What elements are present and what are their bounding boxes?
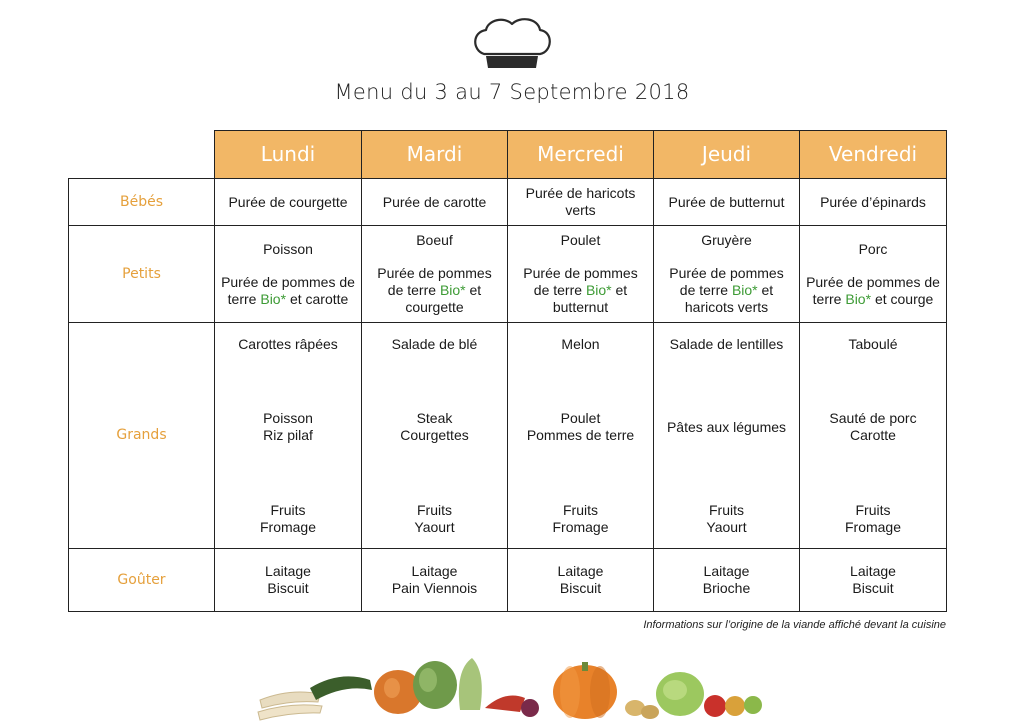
petits-puree	[660, 265, 793, 316]
puree-text: et courgette	[405, 282, 482, 315]
gouter-item: Laitage	[557, 563, 604, 579]
grands-main: Carotte	[850, 427, 896, 443]
petits-cell	[215, 226, 362, 323]
puree-text: et haricots verts	[684, 282, 774, 315]
bio-label: Bio*	[260, 290, 287, 307]
puree-text: Purée de pommes de terre	[221, 273, 355, 307]
gouter-cell	[215, 549, 362, 612]
gouter-item: Biscuit	[559, 580, 602, 596]
puree-text: et carotte	[289, 290, 349, 307]
row-grands	[69, 323, 947, 549]
bio-label: Bio*	[731, 282, 758, 298]
day-header-jeudi: Jeudi	[654, 131, 800, 179]
category-grands: Grands	[69, 323, 215, 549]
petits-main: Poulet	[560, 232, 601, 248]
grands-starter: Salade de blé	[391, 335, 478, 352]
gouter-item: Biscuit	[267, 580, 309, 596]
row-gouter	[69, 549, 947, 612]
puree-text: Purée de pommes de terre	[806, 273, 940, 307]
petits-cell	[654, 226, 800, 323]
grands-main: Pâtes aux légumes	[666, 418, 787, 435]
menu-table	[68, 130, 947, 612]
header-row	[69, 131, 947, 179]
gouter-item: Laitage	[850, 563, 896, 579]
grands-dessert: Yaourt	[414, 518, 455, 535]
gouter-item: Pain Viennois	[391, 580, 478, 596]
grands-cell	[362, 323, 508, 549]
bebes-cell: Purée de carotte	[362, 179, 508, 226]
day-header-mardi: Mardi	[362, 131, 508, 179]
bebes-cell: Purée d’épinards	[800, 179, 947, 226]
footnote: Informations sur l’origine de la viande affiché devant la cuisine	[643, 619, 946, 631]
grands-starter: Salade de lentilles	[669, 335, 784, 352]
grands-main: Poisson	[263, 410, 313, 426]
row-bebes	[69, 179, 947, 226]
puree-text: et courge	[874, 290, 934, 307]
petits-puree	[368, 265, 501, 316]
gouter-item: Biscuit	[852, 580, 894, 596]
bebes-cell: Purée de courgette	[215, 179, 362, 226]
gouter-cell	[362, 549, 508, 612]
page-title: Menu du 3 au 7 Septembre 2018	[334, 80, 690, 104]
petits-cell	[362, 226, 508, 323]
grands-dessert: Fruits	[563, 501, 598, 518]
grands-main: Courgettes	[400, 427, 469, 443]
petits-puree	[514, 265, 647, 316]
gouter-item: Laitage	[265, 563, 311, 579]
petits-puree	[221, 274, 355, 308]
grands-cell	[654, 323, 800, 549]
grands-main: Steak	[416, 410, 453, 426]
category-gouter: Goûter	[69, 549, 215, 612]
grands-cell	[508, 323, 654, 549]
puree-text: Purée de pommes de terre	[523, 265, 638, 298]
chef-hat-icon	[470, 14, 554, 72]
bebes-cell: Purée de haricots verts	[508, 179, 654, 226]
puree-text: et butternut	[552, 282, 628, 315]
grands-main: Poulet	[560, 410, 601, 426]
petits-main: Poisson	[263, 240, 313, 257]
grands-starter: Carottes râpées	[238, 335, 338, 352]
day-header-mercredi: Mercredi	[508, 131, 654, 179]
grands-dessert: Yaourt	[706, 518, 747, 535]
petits-cell	[800, 226, 947, 323]
grands-starter: Melon	[561, 335, 600, 352]
grands-dessert: Fruits	[270, 501, 306, 518]
grands-main: Pommes de terre	[526, 427, 635, 443]
grands-main: Sauté de porc	[829, 410, 917, 426]
petits-main: Boeuf	[416, 232, 453, 248]
petits-main: Gruyère	[701, 232, 752, 248]
petits-puree	[806, 274, 940, 308]
grands-cell	[800, 323, 947, 549]
bio-label: Bio*	[845, 290, 872, 307]
grands-main: Riz pilaf	[263, 427, 313, 443]
row-petits	[69, 226, 947, 323]
grands-dessert: Fruits	[417, 501, 452, 518]
vegetables-illustration	[250, 650, 770, 723]
day-header-vendredi: Vendredi	[800, 131, 947, 179]
bio-label: Bio*	[439, 282, 466, 298]
puree-text: Purée de pommes de terre	[669, 265, 784, 298]
category-petits: Petits	[69, 226, 215, 323]
corner-cell	[69, 131, 215, 179]
day-header-lundi: Lundi	[215, 131, 362, 179]
petits-main: Porc	[858, 240, 888, 257]
bebes-cell: Purée de butternut	[654, 179, 800, 226]
bio-label: Bio*	[585, 282, 612, 298]
gouter-cell	[508, 549, 654, 612]
menu-table-wrapper	[68, 130, 947, 612]
gouter-cell	[654, 549, 800, 612]
grands-starter: Taboulé	[848, 335, 898, 352]
grands-dessert: Fromage	[259, 518, 317, 535]
petits-cell	[508, 226, 654, 323]
grands-dessert: Fruits	[709, 501, 744, 518]
grands-cell	[215, 323, 362, 549]
grands-dessert: Fruits	[855, 501, 891, 518]
grands-dessert: Fromage	[844, 518, 902, 535]
gouter-cell	[800, 549, 947, 612]
grands-dessert: Fromage	[552, 518, 609, 535]
puree-text: Purée de pommes de terre	[377, 265, 492, 298]
category-bebes: Bébés	[69, 179, 215, 226]
gouter-item: Laitage	[703, 563, 750, 579]
gouter-item: Laitage	[411, 563, 458, 579]
gouter-item: Brioche	[702, 580, 751, 596]
